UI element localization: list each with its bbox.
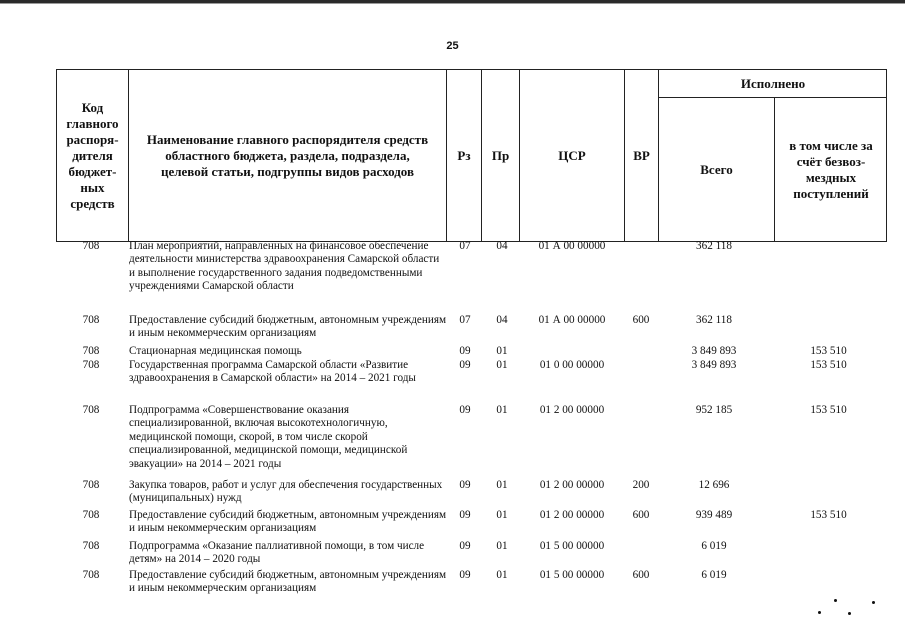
- cell-name: Стационарная медицинская помощь: [129, 345, 302, 357]
- header-executed: Исполнено: [740, 75, 806, 91]
- cell-vr: 600: [632, 509, 650, 521]
- cell-name: Предоставление субсидий бюджетным, автономным учреждениям и иным некоммерческим организациям: [129, 314, 447, 340]
- cell-vr: 200: [632, 479, 650, 491]
- cell-rz: 09: [459, 479, 471, 491]
- cell-rz: 09: [459, 359, 471, 371]
- cell-pr: 01: [496, 479, 508, 491]
- cell-csr: 01 5 00 00000: [539, 569, 605, 581]
- cell-code: 708: [82, 404, 100, 416]
- cell-total: 362 118: [696, 240, 732, 252]
- cell-code: 708: [82, 345, 100, 357]
- cell-csr: 01 А 00 00000: [538, 314, 606, 326]
- cell-pr: 01: [496, 345, 508, 357]
- cell-csr: 01 2 00 00000: [539, 479, 605, 491]
- cell-pr: 01: [496, 540, 508, 552]
- cell-code: 708: [82, 240, 100, 252]
- cell-csr: 01 5 00 00000: [539, 540, 605, 552]
- header-vr: ВР: [633, 147, 650, 163]
- header-pr: Пр: [491, 147, 510, 163]
- cell-rz: 09: [459, 509, 471, 521]
- cell-rz: 07: [459, 314, 471, 326]
- cell-pr: 01: [496, 509, 508, 521]
- cell-pr: 01: [496, 404, 508, 416]
- cell-free: 153 510: [810, 359, 847, 371]
- cell-total: 952 185: [695, 404, 733, 416]
- header-total: Всего: [700, 161, 733, 177]
- cell-total: 362 118: [696, 314, 732, 326]
- cell-vr: 600: [632, 569, 650, 581]
- cell-rz: 09: [459, 404, 471, 416]
- scan-speck: [872, 601, 875, 604]
- cell-pr: 01: [496, 569, 508, 581]
- cell-name: Государственная программа Самарской области «Развитие здравоохранения в Самарской области» на 2014 – 2021 годы: [129, 359, 416, 385]
- cell-csr: 01 2 00 00000: [539, 509, 605, 521]
- cell-vr: 600: [632, 314, 650, 326]
- cell-csr: 01 0 00 00000: [539, 359, 605, 371]
- cell-rz: 09: [459, 540, 471, 552]
- scan-speck: [818, 611, 821, 614]
- cell-free: 153 510: [810, 404, 847, 416]
- scan-speck: [834, 599, 837, 602]
- cell-name: Предоставление субсидий бюджетным, автономным учреждениям и иным некоммерческим организациям: [129, 509, 447, 535]
- cell-code: 708: [82, 479, 100, 491]
- header-name: Наименование главного распорядителя средств областного бюджета, раздела, подраздела, целевой статьи, подгруппы видов расходов: [146, 131, 429, 179]
- cell-code: 708: [82, 540, 100, 552]
- cell-total: 3 849 893: [691, 345, 737, 357]
- header-incl-free: в том числе за счёт безвоз-мездных поступлений: [789, 137, 873, 201]
- cell-pr: 01: [496, 359, 508, 371]
- cell-code: 708: [82, 569, 100, 581]
- cell-rz: 07: [459, 240, 471, 252]
- cell-total: 12 696: [698, 479, 730, 491]
- header-rz: Рз: [457, 147, 471, 163]
- top-border-shadow: [0, 3, 905, 4]
- cell-name: Предоставление субсидий бюджетным, автономным учреждениям и иным некоммерческим организациям: [129, 569, 447, 595]
- scan-speck: [848, 612, 851, 615]
- cell-code: 708: [82, 314, 100, 326]
- cell-free: 153 510: [810, 509, 847, 521]
- cell-name: План мероприятий, направленных на финансовое обеспечение деятельности министерства здравоохранения Самарской области и выполнение государственного задания подведомственными учреждениями Самарской области: [129, 240, 440, 293]
- cell-rz: 09: [459, 345, 471, 357]
- cell-csr: 01 2 00 00000: [539, 404, 605, 416]
- cell-code: 708: [82, 359, 100, 371]
- cell-pr: 04: [496, 314, 508, 326]
- cell-total: 6 019: [701, 540, 727, 552]
- cell-name: Подпрограмма «Оказание паллиативной помощи, в том числе детям» на 2014 – 2020 годы: [129, 540, 425, 566]
- cell-free: 153 510: [810, 345, 847, 357]
- cell-pr: 04: [496, 240, 508, 252]
- header-csr: ЦСР: [558, 147, 586, 163]
- table-header: [56, 69, 887, 242]
- cell-name: Закупка товаров, работ и услуг для обеспечения государственных (муниципальных) нужд: [129, 479, 443, 505]
- cell-total: 3 849 893: [691, 359, 737, 371]
- cell-name: Подпрограмма «Совершенствование оказания специализированной, включая высокотехнологичную, медицинской помощи, скорой, в том числе скорой специализированной, медицинской помощи, медицинской эвакуации» на 2014 – 2021 годы: [129, 404, 408, 470]
- cell-rz: 09: [459, 569, 471, 581]
- page-number: 25: [446, 40, 459, 52]
- cell-total: 939 489: [695, 509, 733, 521]
- cell-total: 6 019: [701, 569, 727, 581]
- cell-csr: 01 А 00 00000: [538, 240, 606, 252]
- header-code: Код главного распоря-дителя бюджет-ных средств: [66, 99, 119, 211]
- cell-code: 708: [82, 509, 100, 521]
